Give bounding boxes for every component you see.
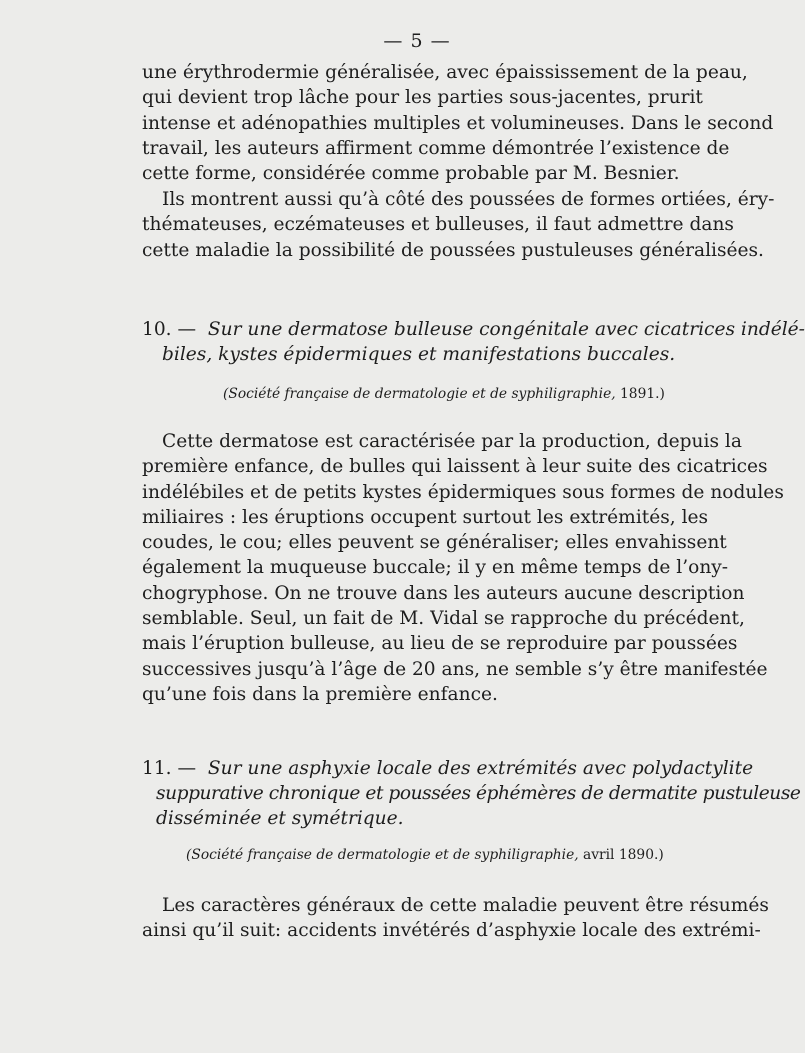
text-line: une érythrodermie généralisée, avec épaississement de la peau,: [142, 62, 748, 83]
entry-11-title-line: [142, 756, 754, 781]
text-line: travail, les auteurs affirment comme démontrée l’existence de: [142, 137, 730, 159]
entry-11-title-line: suppurative chronique et poussées éphémères de dermatite pustuleuse: [156, 783, 801, 804]
entry-11-title-text: Sur une asphyxie locale des extrémités avec polydactylite: [207, 758, 754, 779]
entry-10-title-line: [142, 317, 805, 342]
text-line: intense et adénopathies multiples et volumineuses. Dans le second: [142, 112, 774, 134]
text-line: Cette dermatose est caractérisée par la production, depuis la: [162, 431, 742, 452]
entry-10-source-date: 1891.): [620, 386, 665, 402]
text-line: cette maladie la possibilité de poussées pustuleuses généralisées.: [142, 239, 764, 261]
entry-11-source: [186, 847, 664, 863]
text-line: indélébiles et de petits kystes épidermiques sous formes de nodules: [142, 481, 784, 503]
text-line: qui devient trop lâche pour les parties sous-jacentes, prurit: [142, 87, 703, 109]
text-line: Ils montrent aussi qu’à côté des poussées de formes ortiées, éry-: [162, 189, 775, 210]
text-line: cette forme, considérée comme probable par M. Besnier.: [142, 163, 680, 185]
entry-11-source-journal: (Société française de dermatologie et de syphiligraphie,: [186, 847, 579, 863]
text-line: également la muqueuse buccale; il y en même temps de l’ony-: [142, 557, 729, 579]
text-line: miliaires : les éruptions occupent surtout les extrémités, les: [142, 506, 709, 528]
entry-11-source-date: avril 1890.): [583, 847, 664, 863]
paragraph-continuation: [142, 60, 774, 186]
entry-10-source: [223, 386, 665, 402]
text-line: chogryphose. On ne trouve dans les auteurs aucune description: [142, 582, 745, 604]
entry-10-title-line: biles, kystes épidermiques et manifestations buccales.: [162, 344, 676, 365]
text-line: ainsi qu’il suit: accidents invétérés d’asphyxie locale des extrémi-: [142, 920, 761, 942]
paragraph-besnier-followup: [142, 187, 775, 263]
text-line: thémateuses, eczémateuses et bulleuses, il faut admettre dans: [142, 214, 734, 236]
text-line: semblable. Seul, un fait de M. Vidal se rapproche du précédent,: [142, 608, 745, 630]
entry-11-title: [142, 756, 801, 831]
entry-11-body: [142, 893, 769, 944]
text-line: Les caractères généraux de cette maladie peuvent être résumés: [162, 895, 769, 916]
page-number: — 5 —: [383, 30, 451, 52]
text-line: coudes, le cou; elles peuvent se généraliser; elles envahissent: [142, 532, 727, 554]
entry-10-source-journal: (Société française de dermatologie et de syphiligraphie,: [223, 386, 616, 402]
entry-10-body: [142, 429, 784, 707]
entry-11-number: 11. —: [142, 758, 197, 779]
text-line: qu’une fois dans la première enfance.: [142, 683, 498, 705]
entry-10-title: [142, 317, 805, 367]
text-line: mais l’éruption bulleuse, au lieu de se reproduire par poussées: [142, 633, 738, 655]
text-line: successives jusqu’à l’âge de 20 ans, ne semble s’y être manifestée: [142, 658, 768, 680]
entry-11-title-line: disséminée et symétrique.: [156, 808, 404, 829]
entry-10-title-text: Sur une dermatose bulleuse congénitale avec cicatrices indélé-: [207, 319, 805, 340]
text-line: première enfance, de bulles qui laissent à leur suite des cicatrices: [142, 456, 768, 478]
entry-10-number: 10. —: [142, 319, 197, 340]
